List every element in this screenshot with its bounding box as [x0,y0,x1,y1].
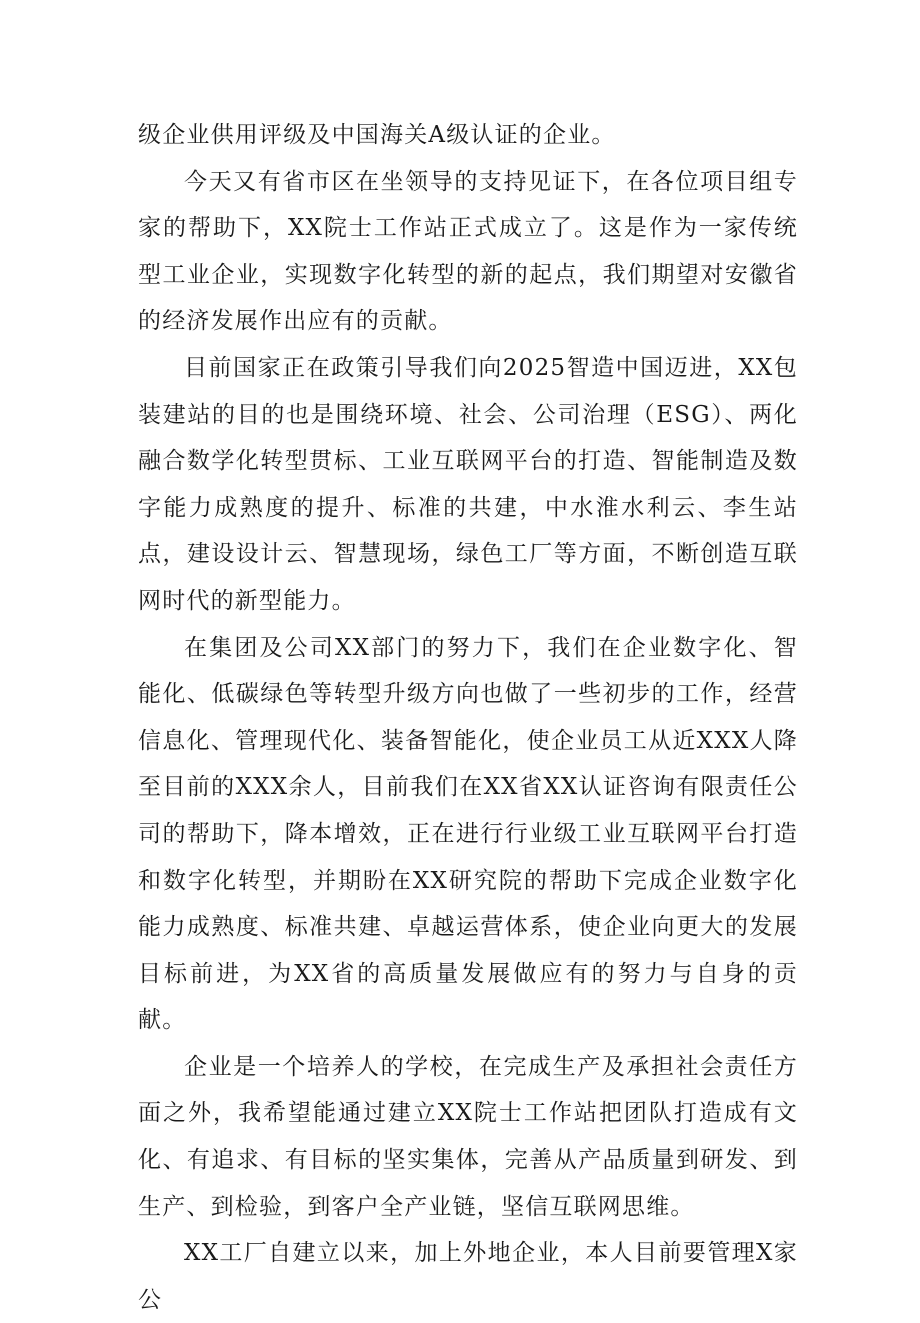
body-text [138,112,798,1323]
paragraph-enterprise-school: 企业是一个培养人的学校，在完成生产及承担社会责任方面之外，我希望能通过建立XX院士工作站把团队打造成有文化、有追求、有目标的坚实集体，完善从产品质量到研发、到生产、到检验，到客户全产业链，坚信互联网思维。 [138,1053,798,1220]
paragraph-factory-history: XX工厂自建立以来，加上外地企业，本人目前要管理X家公 [138,1240,798,1313]
paragraph-digital-transformation: 在集团及公司XX部门的努力下，我们在企业数字化、智能化、低碳绿色等转型升级方向也做了一些初步的工作，经营信息化、管理现代化、装备智能化，使企业员工从近XXX人降至目前的XXX余人，目前我们在XX省XX认证咨询有限责任公司的帮助下，降本增效，正在进行行业级工业互联网平台打造和数字化转型，并期盼在XX研究院的帮助下完成企业数字化能力成熟度、标准共建、卓越运营体系，使企业向更大的发展目标前进，为XX省的高质量发展做应有的努力与自身的贡献。 [138,634,798,1034]
paragraph-policy-guidance: 目前国家正在政策引导我们向2025智造中国迈进，XX包装建站的目的也是围绕环境、社会、公司治理（ESG）、两化融合数学化转型贯标、工业互联网平台的打造、智能制造及数字能力成熟度的提升、标准的共建，中水淮水利云、李生站点，建设设计云、智慧现场，绿色工厂等方面，不断创造互联网时代的新型能力。 [138,354,798,614]
paragraph-continued: 级企业供用评级及中国海关A级认证的企业。 [138,122,616,148]
paragraph-station-established: 今天又有省市区在坐领导的支持见证下，在各位项目组专家的帮助下，XX院士工作站正式成立了。这是作为一家传统型工业企业，实现数字化转型的新的起点，我们期望对安徽省的经济发展作出应有的贡献。 [138,168,798,335]
